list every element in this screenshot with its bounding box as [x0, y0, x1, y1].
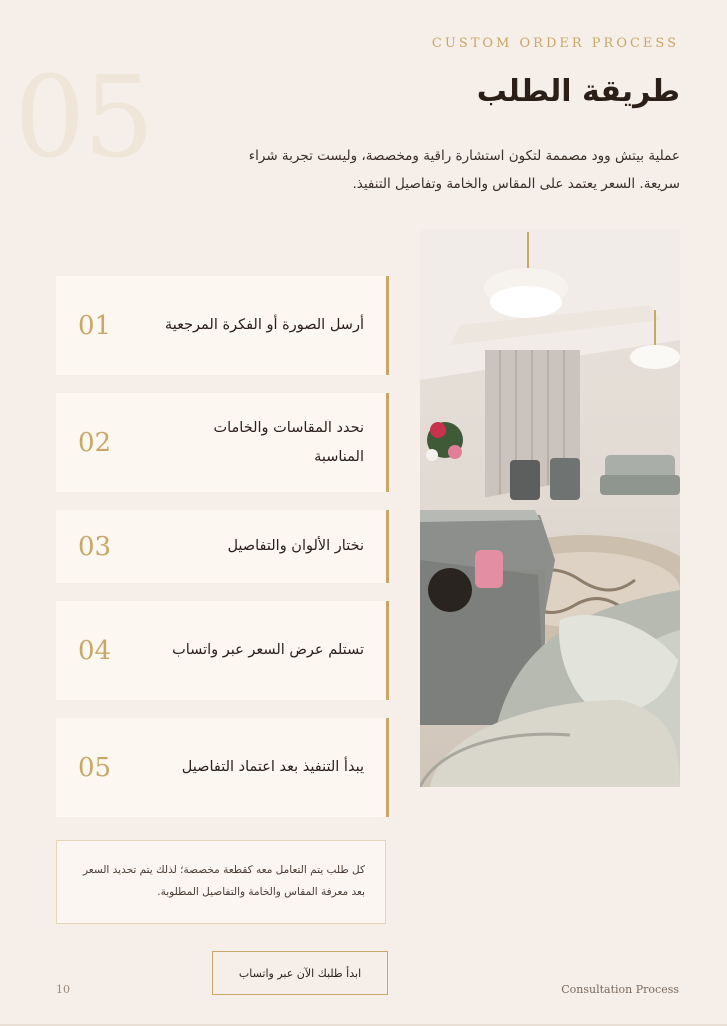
living-room-photo — [420, 230, 680, 787]
step-text: تستلم عرض السعر عبر واتساب — [172, 642, 364, 658]
step-text: نختار الألوان والتفاصيل — [227, 538, 364, 554]
step-card-1 — [56, 276, 389, 375]
section-number: 05 — [14, 53, 153, 183]
step-number: 02 — [78, 427, 112, 458]
step-number: 01 — [78, 310, 112, 341]
intro-paragraph: عملية بيتش وود مصممة لتكون استشارة راقية ومخصصة، وليست تجربة شراء سريعة. السعر يعتمد على المقاس والخامة وتفاصيل التنفيذ. — [248, 148, 680, 192]
pricing-note: كل طلب يتم التعامل معه كقطعة مخصصة؛ لذلك يتم تحديد السعر بعد معرفة المقاس والخامة والتفاصيل المطلوبة. — [56, 840, 386, 924]
step-card-4 — [56, 601, 389, 700]
step-number: 03 — [78, 531, 112, 562]
eyebrow-label: CUSTOM ORDER PROCESS — [431, 36, 679, 51]
step-text: يبدأ التنفيذ بعد اعتماد التفاصيل — [181, 759, 364, 775]
whatsapp-order-button[interactable]: ابدأ طلبك الآن عبر واتساب — [212, 951, 388, 995]
page-number: 10 — [56, 983, 70, 996]
step-card-2 — [56, 393, 389, 492]
step-text: أرسل الصورة أو الفكرة المرجعية — [164, 317, 364, 333]
step-number: 05 — [78, 752, 112, 783]
step-text: نحدد المقاسات والخامات المناسبة — [213, 419, 364, 465]
page-title: طريقة الطلب — [476, 74, 680, 109]
step-card-5 — [56, 718, 389, 817]
footer-label: Consultation Process — [561, 983, 679, 996]
step-number: 04 — [78, 635, 112, 666]
step-card-3 — [56, 510, 389, 583]
